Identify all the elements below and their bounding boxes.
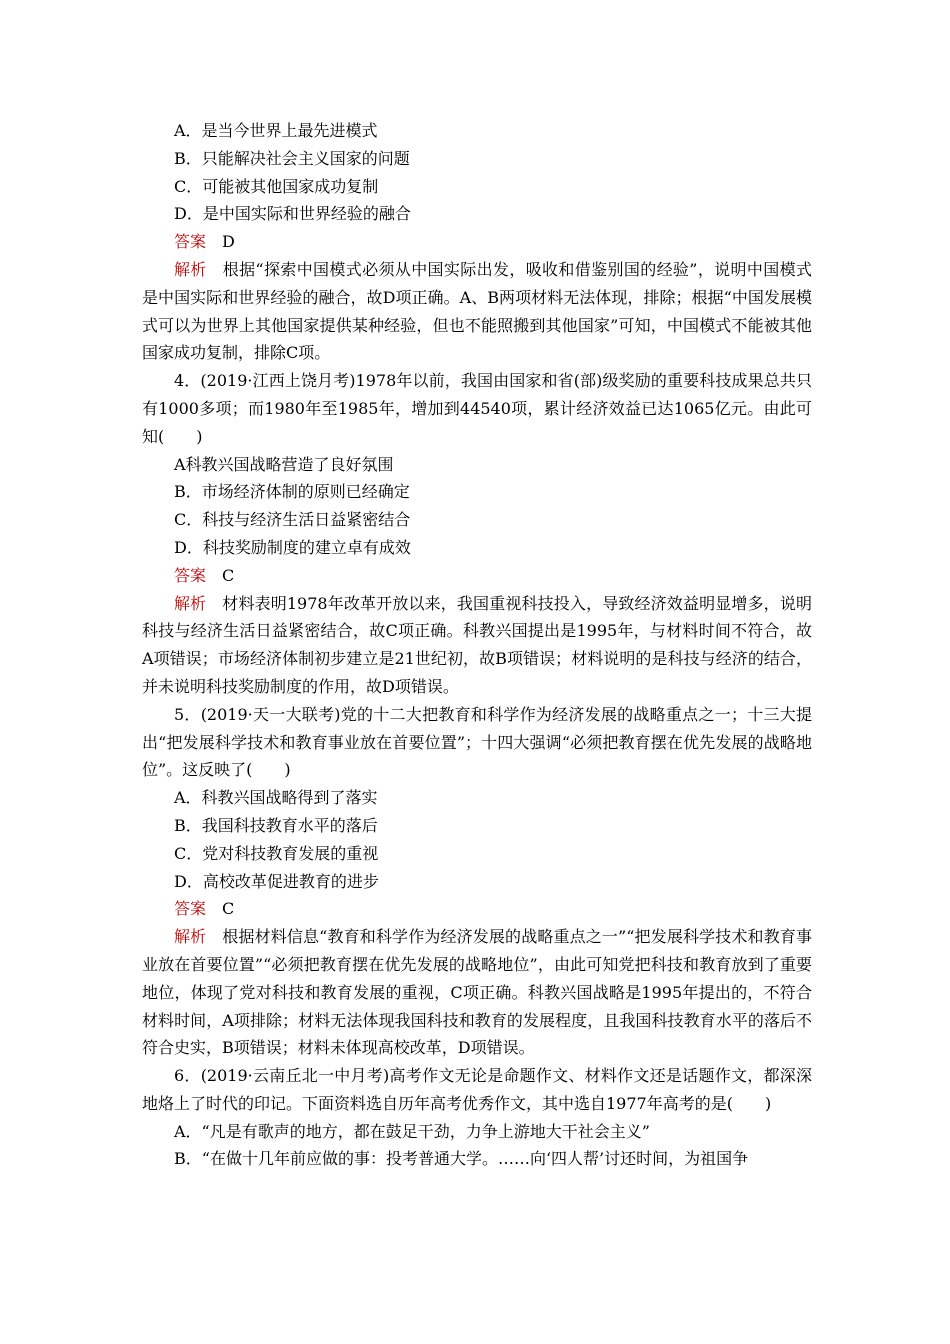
answer-label: 答案: [174, 565, 207, 585]
document-body: [142, 117, 812, 1173]
q3-analysis: [142, 256, 812, 367]
q5-stem: 5．(2019·天一大联考)党的十二大把教育和科学作为经济发展的战略重点之一；十三大提出“把发展科学技术和教育事业放在首要位置”；十四大强调“必须把教育摆在优先发展的战略地位”。这反映了( ): [142, 704, 812, 780]
q4-option-a: A科教兴国战略营造了良好氛围: [174, 454, 394, 474]
q4-stem: 4．(2019·江西上饶月考)1978年以前，我国由国家和省(部)级奖励的重要科技成果总共只有1000多项；而1980年至1985年，增加到44540项，累计经济效益已达1065亿元。由此可知( ): [142, 371, 812, 446]
answer-value: D: [222, 232, 235, 252]
analysis-label: 解析: [174, 927, 207, 947]
q4-answer: [142, 562, 812, 590]
q5-option-a: A．科教兴国战略得到了落实: [174, 788, 378, 808]
q4-option-c: C．科技与经济生活日益紧密结合: [174, 510, 411, 530]
q3-option-b: B．只能解决社会主义国家的问题: [174, 148, 410, 168]
q4-option-d: D．科技奖励制度的建立卓有成效: [174, 537, 411, 557]
q6-option-b: B．“在做十几年前应做的事：投考普通大学。……向‘四人帮’讨还时间，为祖国争: [174, 1149, 749, 1169]
q5-answer: [142, 895, 812, 923]
q6-option-a: A．“凡是有歌声的地方，都在鼓足干劲，力争上游地大干社会主义”: [174, 1121, 650, 1141]
analysis-text: 根据材料信息“教育和科学作为经济发展的战略重点之一”“把发展科学技术和教育事业放在首要位置”“必须把教育摆在优先发展的战略地位”，由此可知党把科技和教育放到了重要地位，体现了党对科技和教育发展的重视，C项正确。科教兴国战略是1995年提出的，不符合材料时间，A项排除；材料无法体现我国科技和教育的发展程度，且我国科技教育水平的落后不符合史实，B项错误；材料未体现高校改革，D项错误。: [142, 927, 812, 1058]
answer-value: C: [222, 899, 235, 919]
q5-option-d: D．高校改革促进教育的进步: [174, 871, 379, 891]
analysis-label: 解析: [174, 593, 207, 613]
analysis-text: 材料表明1978年改革开放以来，我国重视科技投入，导致经济效益明显增多，说明科技与经济生活日益紧密结合，故C项正确。科教兴国提出是1995年，与材料时间不符合，故A项错误；市场经济体制初步建立是21世纪初，故B项错误；材料说明的是科技与经济的结合，并未说明科技奖励制度的作用，故D项错误。: [142, 593, 812, 696]
q4-option-b: B．市场经济体制的原则已经确定: [174, 482, 410, 502]
q5-option-b: B．我国科技教育水平的落后: [174, 815, 378, 835]
q5-analysis: [142, 923, 812, 1062]
answer-value: C: [222, 565, 235, 585]
q3-answer: [142, 228, 812, 256]
q3-option-a: A．是当今世界上最先进模式: [174, 121, 378, 140]
q5-option-c: C．党对科技教育发展的重视: [174, 843, 379, 863]
answer-label: 答案: [174, 899, 207, 919]
q3-option-d: D．是中国实际和世界经验的融合: [174, 204, 411, 224]
answer-label: 答案: [174, 232, 207, 252]
q3-option-c: C．可能被其他国家成功复制: [174, 176, 379, 196]
analysis-text: 根据“探索中国模式必须从中国实际出发，吸收和借鉴别国的经验”，说明中国模式是中国实际和世界经验的融合，故D项正确。A、B两项材料无法体现，排除；根据“中国发展模式可以为世界上其他国家提供某种经验，但也不能照搬到其他国家”可知，中国模式不能被其他国家成功复制，排除C项。: [142, 259, 812, 363]
q6-stem: 6．(2019·云南丘北一中月考)高考作文无论是命题作文、材料作文还是话题作文，都深深地烙上了时代的印记。下面资料选自历年高考优秀作文，其中选自1977年高考的是( ): [142, 1066, 812, 1113]
q4-analysis: [142, 590, 812, 701]
analysis-label: 解析: [174, 259, 207, 279]
